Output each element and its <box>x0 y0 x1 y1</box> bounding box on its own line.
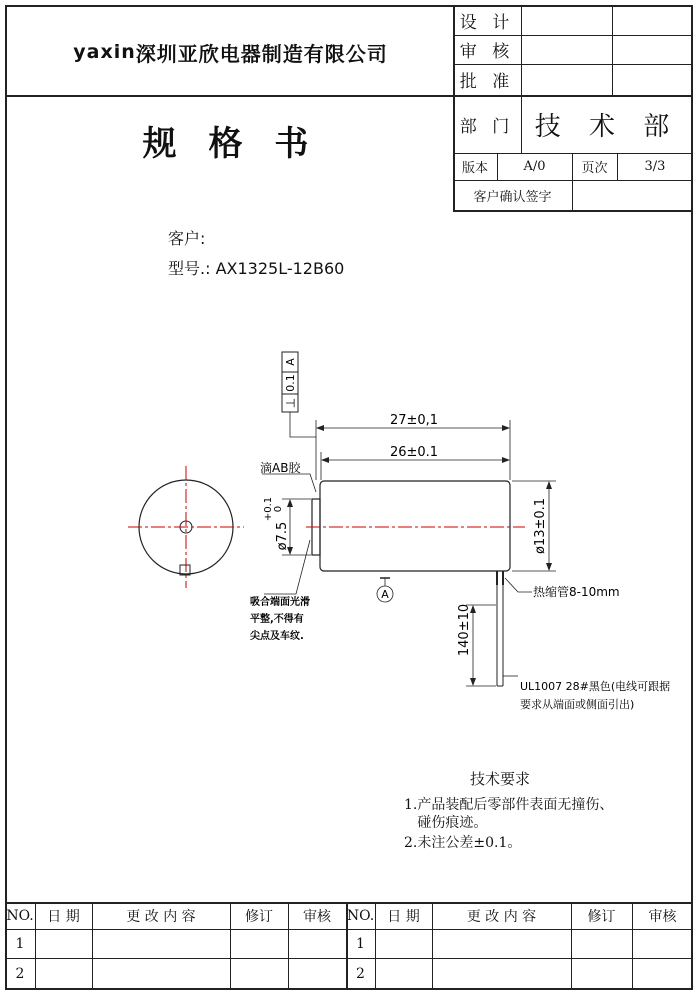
version-value: A/0 <box>523 159 546 174</box>
surface-note-line3: 尖点及车纹. <box>250 631 304 642</box>
company-name: 深圳亚欣电器制造有限公司 <box>135 41 388 66</box>
revision-row-no: 2 <box>356 966 365 982</box>
revision-header-review: 审核 <box>648 908 677 925</box>
design-label: 设 计 <box>459 12 515 33</box>
revision-row-no: 1 <box>356 935 365 952</box>
dimension-diameter: ø13±0.1 <box>533 497 548 555</box>
dimension-lead: 140±10 <box>457 603 472 657</box>
tolerance-value: 0.1 <box>284 374 297 392</box>
shrink-tube-leader <box>505 578 532 592</box>
approve-label: 批 准 <box>459 72 515 92</box>
revision-row-no: 1 <box>15 935 25 952</box>
datum-reference: A <box>284 358 297 366</box>
revision-header-no: NO. <box>6 907 34 924</box>
revision-header-content: 更 改 内 容 <box>466 908 537 925</box>
requirement-1: 1.产品装配后零部件表面无撞伤、 <box>404 797 614 813</box>
requirements-title: 技术要求 <box>470 770 531 788</box>
model-value: AX1325L-12B60 <box>215 259 345 278</box>
side-view <box>306 481 525 686</box>
department-value: 技 术 部 <box>534 111 680 142</box>
dimension-boss-lower: 0 <box>273 505 284 513</box>
surface-note-line1: 吸合端面光滑 <box>250 597 310 608</box>
dimension-boss: ø7.5 <box>275 521 290 551</box>
revision-header-review: 审核 <box>303 908 331 925</box>
dimension-overall: 27±0,1 <box>389 413 439 428</box>
end-view <box>128 466 244 588</box>
revision-header-date: 日 期 <box>47 908 80 925</box>
surface-note-line2: 平整,不得有 <box>250 614 304 625</box>
revision-row-no: 2 <box>15 966 25 982</box>
revision-header-date: 日 期 <box>387 908 420 925</box>
wire-note-line2: 要求从端面或侧面引出) <box>520 698 635 711</box>
brand-logo: yaxin <box>73 41 136 63</box>
dimension-body: 26±0.1 <box>389 445 439 460</box>
datum-label: A <box>381 588 389 601</box>
document-title: 规 格 书 <box>142 123 319 164</box>
version-label: 版本 <box>461 161 488 176</box>
revision-header-no: NO. <box>346 907 375 924</box>
revision-header-revise: 修订 <box>245 908 273 925</box>
wire-note-line1: UL1007 28#黑色(电线可跟据 <box>520 680 671 693</box>
customer-signature-label: 客户确认签字 <box>473 189 552 205</box>
dimension-boss-upper: +0.1 <box>263 496 274 522</box>
page-value: 3/3 <box>644 159 666 174</box>
perpendicularity-icon: ⊥ <box>283 397 298 409</box>
customer-label: 客户: <box>168 229 206 248</box>
revision-header-revise: 修订 <box>587 908 616 925</box>
requirement-1-cont: 碰伤痕迹。 <box>404 815 488 831</box>
requirement-2: 2.未注公差±0.1。 <box>404 835 522 851</box>
page-label: 页次 <box>581 161 608 176</box>
shrink-tube-note: 热缩管8-10mm <box>533 585 620 599</box>
revision-header-content: 更 改 内 容 <box>126 908 196 925</box>
review-label: 审 核 <box>459 42 515 62</box>
department-label: 部 门 <box>459 116 515 137</box>
glue-note: 滴AB胶 <box>260 461 301 475</box>
glue-leader <box>262 474 316 492</box>
model-label: 型号.: <box>168 259 211 278</box>
